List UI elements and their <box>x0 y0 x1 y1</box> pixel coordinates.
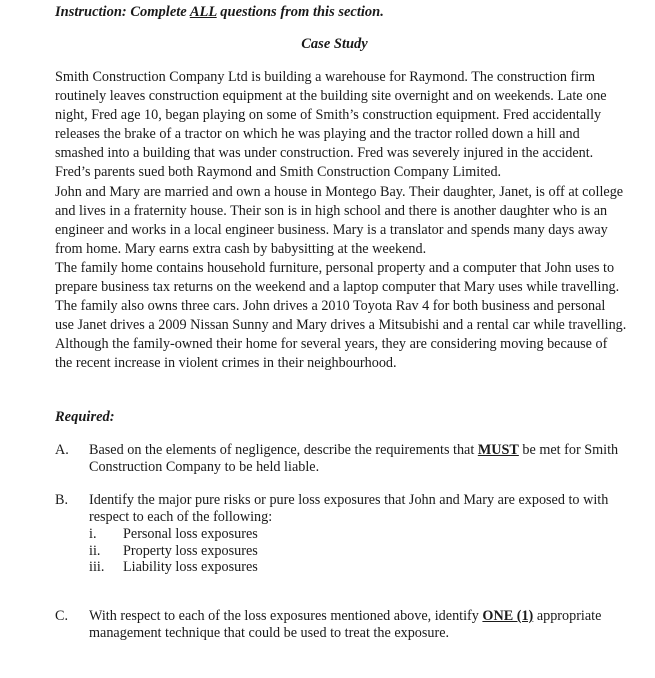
item-number: ii. <box>89 542 101 559</box>
list-item <box>89 559 630 576</box>
case-paragraph: Smith Construction Company Ltd is building a warehouse for Raymond. The construction firm routinely leaves construction equipment at the building site overnight and on weekends. Late one night, Fred age 10, began playing on some of Smith’s construction equipment. Fred accidentally releases the brake of a tractor on which he was playing and the tractor rolled down a hill and smashed into a building that was under construction. Fred was severely injured in the accident. Fred’s parents sued both Raymond and Smith Construction Company Limited. <box>55 69 607 181</box>
exposure-list <box>89 526 630 576</box>
list-item <box>89 526 630 543</box>
case-study-title: Case Study <box>301 36 368 52</box>
question-a <box>55 442 630 476</box>
item-label: Liability loss exposures <box>123 559 258 576</box>
question-c <box>55 608 630 642</box>
question-text-part: appropriate management technique that could be used to treat the exposure. <box>89 608 602 641</box>
item-label: Property loss exposures <box>123 542 258 559</box>
question-letter: B. <box>55 492 69 508</box>
instruction-emphasis: ALL <box>189 4 217 20</box>
instruction-line <box>55 4 384 21</box>
question-text <box>89 442 630 476</box>
item-number: i. <box>89 526 97 542</box>
item-label: Personal loss exposures <box>123 526 258 542</box>
question-text-part: Based on the elements of negligence, describe the requirements that <box>89 442 478 458</box>
question-text-part: be met for Smith Construction Company to be held liable. <box>89 442 619 475</box>
list-item <box>89 543 630 560</box>
question-emphasis: ONE (1) <box>482 608 534 624</box>
case-paragraph: John and Mary are married and own a house in Montego Bay. Their daughter, Janet, is off at college and lives in a fraternity house. Their son is in high school and there is another daughter who is an engineer and works in a local engineer business. Mary is a translator and spends many days away from home. Mary earns extra cash by babysitting at the weekend. <box>55 183 624 257</box>
required-heading: Required: <box>55 409 115 425</box>
question-text: Identify the major pure risks or pure loss exposures that John and Mary are exposed to with respect to each of the following: <box>89 492 609 525</box>
instruction-prefix: Instruction: Complete <box>55 4 190 20</box>
question-emphasis: MUST <box>477 442 519 458</box>
question-letter: A. <box>55 442 69 458</box>
question-letter: C. <box>55 608 69 624</box>
item-number: iii. <box>89 559 105 576</box>
instruction-suffix: questions from this section. <box>216 4 384 20</box>
case-paragraph: The family home contains household furniture, personal property and a computer that John uses to prepare business tax returns on the weekend and a laptop computer that Mary uses while travelling. The family also owns three cars. John drives a 2010 Toyota Rav 4 for both business and personal use Janet drives a 2009 Nissan Sunny and Mary drives a Mitsubishi and a rental car while travelling. Although the family-owned their home for several years, they are considering moving because of the recent increase in violent crimes in their neighbourhood. <box>55 259 627 372</box>
question-text-part: With respect to each of the loss exposures mentioned above, identify <box>89 608 483 624</box>
case-study-body <box>55 68 627 374</box>
question-b <box>55 492 630 576</box>
question-text <box>89 608 630 642</box>
